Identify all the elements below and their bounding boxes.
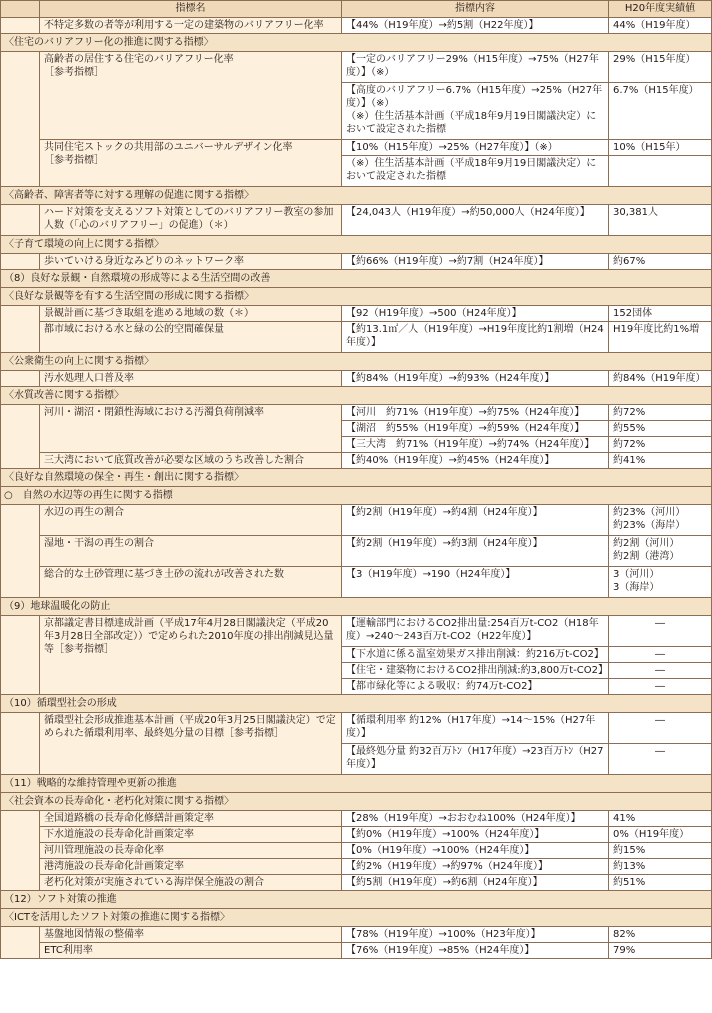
indicator-content: 【約84%（H19年度）→約93%（H24年度）】 (342, 371, 609, 387)
chapter-title: （11）戦略的な維持管理や更新の推進 (1, 775, 712, 793)
indicator-name: 下水道施設の長寿命化計画策定率 (40, 827, 342, 843)
subsection-row (1, 487, 712, 505)
indicator-name: 老朽化対策が実施されている海岸保全施設の割合 (40, 875, 342, 891)
result-value: ― (609, 616, 712, 647)
indicator-content: 【湖沼 約55%（H19年度）→約59%（H24年度）】 (342, 421, 609, 437)
indicator-name: 共同住宅ストックの共用部のユニバーサルデザイン化率 ［参考指標］ (40, 140, 342, 187)
result-value: 約84%（H19年度） (609, 371, 712, 387)
subsection-title: ○ 自然の水辺等の再生に関する指標 (1, 487, 712, 505)
indicator-content: 【都市緑化等による吸収：約74万t-CO2】 (342, 679, 609, 695)
result-value: 約15% (609, 843, 712, 859)
indicator-name: 汚水処理人口普及率 (40, 371, 342, 387)
indicator-content: 【河川 約71%（H19年度）→約75%（H24年度）】 (342, 405, 609, 421)
section-title: 〈社会資本の長寿命化・老朽化対策に関する指標〉 (1, 793, 712, 811)
indicator-name: 景観計画に基づき取組を進める地域の数（＊） (40, 306, 342, 322)
result-value: 約72% (609, 405, 712, 421)
result-value: H19年度比約1%増 (609, 322, 712, 353)
table-row (1, 306, 712, 322)
indicator-content: 【運輸部門におけるCO2排出量:254百万t-CO2（H18年度）→240～243百万t-CO2（H22年度）】 (342, 616, 609, 647)
indicator-name: 三大湾において底質改善が必要な区域のうち改善した割合 (40, 453, 342, 469)
indicator-content: 【最終処分量 約32百万ﾄﾝ（H17年度）→23百万ﾄﾝ（H27年度）】 (342, 744, 609, 775)
chapter-title: （12）ソフト対策の推進 (1, 891, 712, 909)
table-row (1, 859, 712, 875)
section-row (1, 353, 712, 371)
indicator-content: 【約2割（H19年度）→約4割（H24年度）】 (342, 505, 609, 536)
indicator-name: 不特定多数の者等が利用する一定の建築物のバリアフリー化率 (40, 18, 342, 34)
indicator-name: 水辺の再生の割合 (40, 505, 342, 536)
indicator-content: 【住宅・建築物におけるCO2排出削減:約3,800万t-CO2】 (342, 663, 609, 679)
table-row (1, 140, 712, 156)
indicator-content: 【約2割（H19年度）→約3割（H24年度）】 (342, 536, 609, 567)
section-title: 〈ICTを活用したソフト対策の推進に関する指標〉 (1, 909, 712, 927)
table-row (1, 505, 712, 536)
header-indicator-content: 指標内容 (342, 1, 609, 18)
section-title: 〈良好な景観等を有する生活空間の形成に関する指標〉 (1, 288, 712, 306)
table-row (1, 18, 712, 34)
chapter-row (1, 270, 712, 288)
result-value: 6.7%（H15年度） (609, 83, 712, 140)
indicator-name: 河川管理施設の長寿命化率 (40, 843, 342, 859)
result-value: 82% (609, 927, 712, 943)
chapter-row (1, 891, 712, 909)
section-row (1, 187, 712, 205)
section-row (1, 236, 712, 254)
result-value: 約51% (609, 875, 712, 891)
result-value: 44%（H19年度） (609, 18, 712, 34)
table-row (1, 567, 712, 598)
result-value: 約23%（河川） 約23%（海岸） (609, 505, 712, 536)
table-row (1, 371, 712, 387)
indicator-content: 【循環利用率 約12%（H17年度）→14～15%（H27年度）】 (342, 713, 609, 744)
table-row (1, 943, 712, 959)
result-value: 0%（H19年度） (609, 827, 712, 843)
table-row (1, 616, 712, 647)
chapter-row (1, 695, 712, 713)
result-value: 29%（H15年度） (609, 52, 712, 83)
chapter-title: （8）良好な景観・自然環境の形成等による生活空間の改善 (1, 270, 712, 288)
section-title: 〈公衆衛生の向上に関する指標〉 (1, 353, 712, 371)
table-row (1, 536, 712, 567)
table-row (1, 713, 712, 744)
chapter-title: （10）循環型社会の形成 (1, 695, 712, 713)
result-value: 79% (609, 943, 712, 959)
indicator-content: 【44%（H19年度）→約5割（H22年度）】 (342, 18, 609, 34)
indicator-content: 【三大湾 約71%（H19年度）→約74%（H24年度）】 (342, 437, 609, 453)
table-row (1, 254, 712, 270)
result-value: 約41% (609, 453, 712, 469)
table-row (1, 811, 712, 827)
indicator-content: 【78%（H19年度）→100%（H23年度）】 (342, 927, 609, 943)
section-row (1, 387, 712, 405)
table-row (1, 843, 712, 859)
section-title: 〈水質改善に関する指標〉 (1, 387, 712, 405)
table-row (1, 875, 712, 891)
indicator-content: 【10%（H15年度）→25%（H27年度）】（※） (342, 140, 609, 156)
indicator-name: 都市域における水と緑の公的空間確保量 (40, 322, 342, 353)
indicator-content: 【3（H19年度）→190（H24年度）】 (342, 567, 609, 598)
indicator-name: ETC利用率 (40, 943, 342, 959)
indicator-content: 【約66%（H19年度）→約7割（H24年度）】 (342, 254, 609, 270)
result-value: 約67% (609, 254, 712, 270)
section-title: 〈高齢者、障害者等に対する理解の促進に関する指標〉 (1, 187, 712, 205)
table-row (1, 52, 712, 83)
indicator-content: 【0%（H19年度）→100%（H24年度）】 (342, 843, 609, 859)
indicator-content: 【76%（H19年度）→85%（H24年度）】 (342, 943, 609, 959)
indicator-content: 【28%（H19年度）→おおむね100%（H24年度）】 (342, 811, 609, 827)
section-title: 〈良好な自然環境の保全・再生・創出に関する指標〉 (1, 469, 712, 487)
result-value: 3（河川） 3（海岸） (609, 567, 712, 598)
chapter-row (1, 598, 712, 616)
section-row (1, 909, 712, 927)
indicator-name: 高齢者の居住する住宅のバリアフリー化率 ［参考指標］ (40, 52, 342, 140)
section-row (1, 469, 712, 487)
result-value: 10%（H15年） (609, 140, 712, 156)
indicator-content: 【約40%（H19年度）→約45%（H24年度）】 (342, 453, 609, 469)
indicator-name: 河川・湖沼・閉鎖性海域における汚濁負荷削減率 (40, 405, 342, 453)
result-value: 約72% (609, 437, 712, 453)
section-title: 〈住宅のバリアフリー化の推進に関する指標〉 (1, 34, 712, 52)
result-value: ― (609, 713, 712, 744)
result-value: 約55% (609, 421, 712, 437)
indicator-content: 【約13.1㎡／人（H19年度）→H19年度比約1割増（H24年度）】 (342, 322, 609, 353)
section-title: 〈子育て環境の向上に関する指標〉 (1, 236, 712, 254)
indicator-name: 循環型社会形成推進基本計画（平成20年3月25日閣議決定）で定められた循環利用率、最終処分量の目標［参考指標］ (40, 713, 342, 775)
indicator-content: 【約2%（H19年度）→約97%（H24年度）】 (342, 859, 609, 875)
section-row (1, 288, 712, 306)
header-result-value: H20年度実績値 (609, 1, 712, 18)
result-value: ― (609, 744, 712, 775)
result-value: 約2割（河川） 約2割（港湾） (609, 536, 712, 567)
chapter-row (1, 775, 712, 793)
section-row (1, 793, 712, 811)
indicator-name: 全国道路橋の長寿命化修繕計画策定率 (40, 811, 342, 827)
indicator-name: 基盤地図情報の整備率 (40, 927, 342, 943)
indicator-content: 【24,043人（H19年度）→約50,000人（H24年度）】 (342, 205, 609, 236)
table-header-row (1, 1, 712, 18)
indicator-content: 【下水道に係る温室効果ガス排出削減：約216万t-CO2】 (342, 647, 609, 663)
result-value: ― (609, 663, 712, 679)
header-blank (1, 1, 40, 18)
table-row (1, 322, 712, 353)
indicator-name: 湿地・干潟の再生の割合 (40, 536, 342, 567)
indicator-content: 【約0%（H19年度）→100%（H24年度）】 (342, 827, 609, 843)
indicator-name: 総合的な土砂管理に基づき土砂の流れが改善された数 (40, 567, 342, 598)
indicator-name: ハード対策を支えるソフト対策としてのバリアフリー教室の参加人数（「心のバリアフリー」の促進）（＊） (40, 205, 342, 236)
indicator-content: 【約5割（H19年度）→約6割（H24年度）】 (342, 875, 609, 891)
indicator-content: 【92（H19年度）→500（H24年度）】 (342, 306, 609, 322)
chapter-title: （9）地球温暖化の防止 (1, 598, 712, 616)
table-row (1, 205, 712, 236)
result-value: 30,381人 (609, 205, 712, 236)
table-row (1, 927, 712, 943)
table-row (1, 405, 712, 421)
indicator-content: 【高度のバリアフリー6.7%（H15年度）→25%（H27年度）】（※） （※）住生活基本計画（平成18年9月19日閣議決定）において設定された指標 (342, 83, 609, 140)
indicator-name: 港湾施設の長寿命化計画策定率 (40, 859, 342, 875)
section-row (1, 34, 712, 52)
result-value: 41% (609, 811, 712, 827)
result-value: ― (609, 647, 712, 663)
table-row (1, 453, 712, 469)
table-row (1, 827, 712, 843)
result-value: 約13% (609, 859, 712, 875)
indicator-name: 京都議定書目標達成計画（平成17年4月28日閣議決定（平成20年3月28日全部改定））で定められた2010年度の排出削減見込量等［参考指標］ (40, 616, 342, 695)
result-value: 152団体 (609, 306, 712, 322)
header-indicator-name: 指標名 (40, 1, 342, 18)
result-value: ― (609, 679, 712, 695)
indicator-content: 【一定のバリアフリー29%（H15年度）→75%（H27年度）】（※） (342, 52, 609, 83)
indicator-name: 歩いていける身近なみどりのネットワーク率 (40, 254, 342, 270)
indicator-content: （※）住生活基本計画（平成18年9月19日閣議決定）において設定された指標 (342, 156, 609, 187)
